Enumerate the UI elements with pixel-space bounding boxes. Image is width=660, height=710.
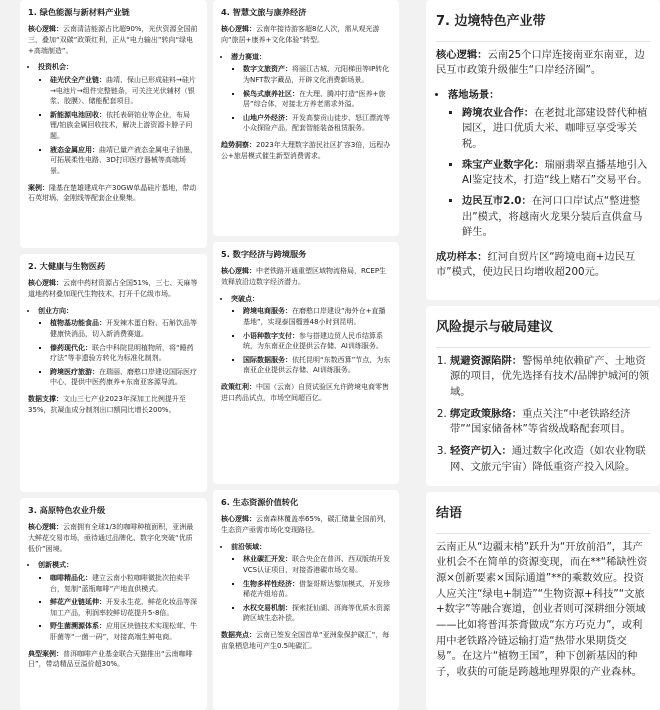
section-title: 结语	[436, 506, 463, 521]
card-smart-tourism: 4. 智慧文旅与康养经济 核心逻辑：云南年接待游客超8亿人次，需从观光游向“旅居+康养+文化体验”转型。 • 潜力赛道： ▪ 数字文旅资产：将丽江古城、元阳梯田等IP转化为NFT数字藏品，开辟文化消费新场景。 ▪ 候鸟式康养社区：在大理、腾冲打造“医养+旅居”综合体，对接北方养老需求外溢。 ▪ 山地户外经济：开发高黎贡山徒步、怒江漂流等小众探险产品，配套智能装备租赁服务。 趋势洞察：2023年大理数字游民社区扩容3倍，远程办公+旅居模式催生新型消费需求。	[213, 0, 399, 236]
list-item: ▪ 液态金属应用：曲靖已量产液态金属电子油墨，可拓展柔性电路、3D打印医疗器械等高端场景。	[50, 145, 199, 177]
list-item: ▪ 生物多样性经济：借鉴哥斯达黎加模式，开发珍稀花卉组培苗。	[243, 579, 391, 600]
list-item: ▪ 跨境农业合作：在老挝北部建设替代种植园区，进口优质大米、咖啡豆享受零关税。	[462, 106, 650, 153]
list-item: 1. 规避资源陷阱：警惕单纯依赖矿产、土地资源的项目，优先选择有技术/品牌护城河的领域。	[450, 354, 650, 401]
list-item: ▪ 鲜花产业链延伸：开发永生花、鲜花化妆品等深加工产品，利润率较鲜切花提升5-8倍。	[50, 597, 199, 618]
list-item: 2. 绑定政策脉络：重点关注“中老铁路经济带”“国家储备林”等省级战略配套项目。	[450, 407, 650, 438]
card-risk	[426, 306, 660, 486]
section-title: 1. 绿色能源与新材料产业链	[28, 7, 130, 17]
section-title: 6. 生态资源价值转化	[221, 497, 299, 507]
section-title: 4. 智慧文旅与康养经济	[221, 7, 307, 17]
card-digital-economy: 5. 数字经济与跨境服务 核心逻辑：中老铁路开通重塑区域物流格局，RCEP生效释放沿边数字经济潜力。 • 突破点： ▪ 跨境电商服务：在磨憨口岸建设“海外仓+直播基地”，实现泰国榴莲48小时到昆明。 ▪ 小语种数字支付：参与搭建边贸人民币结算系统，为东南亚企业提供云存储、AI训练服务。 ▪ 国际数据服务：依托昆明“东数西算”节点，为东南亚企业提供云存储、AI训练服务。 政策红利：中国（云南）自贸试验区允许跨境电商零售进口药品试点，市场空间超百亿。	[213, 242, 399, 484]
list-item: ▪ 新能源电池回收：依托表研铂业等企业，布局锂/铂族金属回收技术，解决上游资源卡脖子问题。	[50, 110, 199, 142]
divider	[436, 533, 650, 534]
divider	[436, 41, 650, 42]
list: • 投资机会： ▪ 硅光伏全产业链：曲靖、保山已形成硅料→硅片→电池片→组件完整链条，可关注光伏辅材（银浆、胶膜）、储能配套项目。 ▪ 新能源电池回收：依托表研铂业等企业，布局锂/铂族金属回收技术，解决上游资源卡脖子问题。 ▪ 液态金属应用：曲靖已量产液态金属电子油墨，可拓展柔性电路、3D打印医疗器械等高端场景。	[28, 62, 199, 176]
list-item: ▪ 国际数据服务：依托昆明“东数西算”节点，为东南亚企业提供云存储、AI训练服务。	[243, 355, 391, 376]
card-health-pharma: 2. 大健康与生物医药 核心逻辑：云南中药材资源占全国51%，三七、天麻等道地药材叠加现代生物技术，打开千亿级市场。 • 创业方向： ▪ 植物基功能食品：开发辣木蛋白粉、石斛饮品等健康快消品，切入新消费赛道。 ▪ 傣药现代化：联合中科院昆明植物所，将“睡药疗法”等非遗验方转化为标准化制剂。 ▪ 跨境医疗旅游：在瑞丽、磨憨口岸建设国际医疗中心，提供中医药康养+东南亚客源导流。 数据支撑：文山三七产业2023年深加工比例提升至35%，抗凝血成分制剂出口额同比增长200%。	[20, 254, 207, 492]
section-title: 风险提示与破局建议	[436, 320, 554, 335]
list-item: ▪ 硅光伏全产业链：曲靖、保山已形成硅料→硅片→电池片→组件完整链条，可关注光伏辅材（银浆、胶膜）、储能配套项目。	[50, 75, 199, 107]
list-item: ▪ 咖啡精品化：建立云南小粒咖啡微批次拍卖平台，复制“蓝瓶咖啡”产地直供模式。	[50, 573, 199, 594]
section-title: 5. 数字经济与跨境服务	[221, 249, 307, 259]
conclusion-text: 云南正从“边疆末梢”跃升为“开放前沿”，其产业机会不在简单的资源变现，而在**“稀缺性资源×创新要素×国际通道”**的乘数效应。投资人应关注“绿电+制造”“生物资源+科技”“文旅+数字”等融合赛道，创业者则可深耕细分领域——比如将普洱茶膏做成“东方巧克力”，或利用中老铁路冷链运输打造“热带水果期货交易”。在这片“植物王国”，种下创新基因的种子，收获的可能是跨越地理界限的产业森林。	[436, 540, 648, 678]
section-title: 7. 边境特色产业带	[436, 14, 546, 29]
list-item: ▪ 植物基功能食品：开发辣木蛋白粉、石斛饮品等健康快消品，切入新消费赛道。	[50, 318, 199, 339]
card-plateau-agri: 3. 高原特色农业升级 核心逻辑：云南拥有全球1/3的咖啡种植面积，亚洲最大鲜花交易市场，亟待通过品牌化、数字化突破“优质低价”困境。 • 创新模式： ▪ 咖啡精品化：建立云南小粒咖啡微批次拍卖平台，复制“蓝瓶咖啡”产地直供模式。 ▪ 鲜花产业链延伸：开发永生花、鲜花化妆品等深加工产品，利润率较鲜切花提升5-8倍。 ▪ 野生菌溯源体系：应用区块链技术实现松茸、牛肝菌等“一菌一码”，对接高端生鲜电商。 典型案例：普洱咖啡产业基金联合天猫推出“云南咖啡日”，带动精品豆溢价超30%。	[20, 498, 207, 710]
divider	[436, 347, 650, 348]
list-item: ▪ 候鸟式康养社区：在大理、腾冲打造“医养+旅居”综合体，对接北方养老需求外溢。	[243, 89, 391, 110]
list-item: ▪ 水权交易机制：探索抚仙湖、洱海等优质水资源跨区域生态补偿。	[243, 603, 391, 624]
section-title: 2. 大健康与生物医药	[28, 261, 106, 271]
section-title: 3. 高原特色农业升级	[28, 505, 106, 515]
list-item: 3. 轻资产切入：通过数字化改造（如农业物联网、文旅元宇宙）降低重资产投入风险。	[450, 444, 650, 475]
list-item: ▪ 傣药现代化：联合中科院昆明植物所，将“睡药疗法”等非遗验方转化为标准化制剂。	[50, 343, 199, 364]
list-item: ▪ 小语种数字支付：参与搭建边贸人民币结算系统，为东南亚企业提供云存储、AI训练服务。	[243, 331, 391, 352]
card-green-energy: 1. 绿色能源与新材料产业链 核心逻辑：云南清洁能源占比超90%，光伏资源全国前三，叠加“双碳”政策红利，正从“电力输出”转向“绿电+高端制造”。 • 投资机会： ▪ 硅光伏全产业链：曲靖、保山已形成硅料→硅片→电池片→组件完整链条，可关注光伏辅材（银浆、胶膜）、储能配套项目。 ▪ 新能源电池回收：依托表研铂业等企业，布局锂/铂族金属回收技术，解决上游资源卡脖子问题。 ▪ 液态金属应用：曲靖已量产液态金属电子油墨，可拓展柔性电路、3D打印医疗器械等高端场景。 案例：隆基在楚雄建成年产30GW单晶硅片基地，带动石英坩埚、金刚线等配套企业聚集。	[20, 0, 207, 248]
list-item: ▪ 跨境电商服务：在磨憨口岸建设“海外仓+直播基地”，实现泰国榴莲48小时到昆明。	[243, 306, 391, 327]
card-eco-value: 6. 生态资源价值转化 核心逻辑：云南森林覆盖率65%，碳汇储量全国前列，生态资产亟需市场化变现路径。 • 前沿领域： ▪ 林业碳汇开发：联合央企在普洱、西双版纳开发VCS认证项目，对接香港碳市场交易。 ▪ 生物多样性经济：借鉴哥斯达黎加模式，开发珍稀花卉组培苗。 ▪ 水权交易机制：探索抚仙湖、洱海等优质水资源跨区域生态补偿。 数据亮点：云南已签发全国首单“亚洲象保护碳汇”，每亩象栖息地可产生0.5吨碳汇。	[213, 490, 399, 710]
list-item: ▪ 跨境医疗旅游：在瑞丽、磨憨口岸建设国际医疗中心，提供中医药康养+东南亚客源导流。	[50, 367, 199, 388]
list-item: ▪ 山地户外经济：开发高黎贡山徒步、怒江漂流等小众探险产品，配套智能装备租赁服务。	[243, 113, 391, 134]
card-border-industry: 7. 边境特色产业带 核心逻辑：云南25个口岸连接南亚东南亚，边民互市政策升级催生“口岸经济圈”。 • 落地场景： ▪ 跨境农业合作：在老挝北部建设替代种植园区，进口优质大米、咖啡豆享受零关税。 ▪ 珠宝产业数字化：瑞丽翡翠直播基地引入AI鉴定技术，打造“线上赌石”交易平台。 ▪ 边民互市2.0：在河口口岸试点“整进整出”模式，将越南火龙果分装后直供盒马鲜生。 成功样本：红河自贸片区“跨境电商+边民互市”模式，使边民日均增收超200元。	[426, 0, 660, 300]
list-item: ▪ 野生菌溯源体系：应用区块链技术实现松茸、牛肝菌等“一菌一码”，对接高端生鲜电商。	[50, 621, 199, 642]
card-conclusion	[426, 492, 660, 710]
list-item: ▪ 数字文旅资产：将丽江古城、元阳梯田等IP转化为NFT数字藏品，开辟文化消费新场景。	[243, 64, 391, 85]
list-item: ▪ 边民互市2.0：在河口口岸试点“整进整出”模式，将越南火龙果分装后直供盒马鲜生。	[462, 194, 650, 241]
list-item: ▪ 珠宝产业数字化：瑞丽翡翠直播基地引入AI鉴定技术，打造“线上赌石”交易平台。	[462, 158, 650, 189]
list-item: ▪ 林业碳汇开发：联合央企在普洱、西双版纳开发VCS认证项目，对接香港碳市场交易。	[243, 554, 391, 575]
